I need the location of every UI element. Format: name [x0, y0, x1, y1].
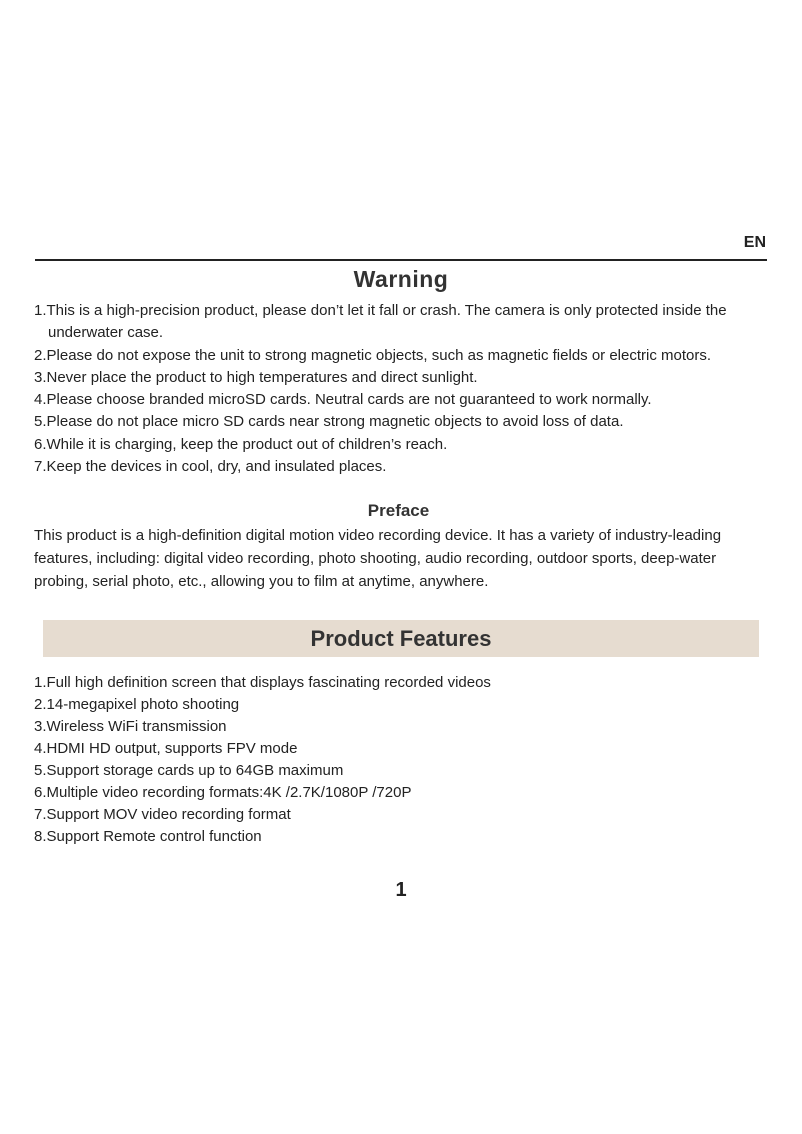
warning-item-5: 5.Please do not place micro SD cards near strong magnetic objects to avoid loss of data. [34, 413, 624, 431]
feature-item-4: 4.HDMI HD output, supports FPV mode [34, 740, 298, 757]
feature-item-5: 5.Support storage cards up to 64GB maximum [34, 762, 344, 779]
header-divider [35, 259, 767, 261]
page-number: 1 [395, 879, 407, 901]
feature-item-6: 6.Multiple video recording formats:4K /2.7K/1080P /720P [34, 784, 412, 801]
preface-paragraph: This product is a high-definition digital motion video recording device. It has a variety of industry-leading features, including: digital video recording, photo shooting, audio recording, outdoor sports, deep-water probing, serial photo, etc., allowing you to film at anytime, anywhere. [34, 527, 722, 590]
warning-item-2: 2.Please do not expose the unit to strong magnetic objects, such as magnetic fields or electric motors. [34, 346, 712, 364]
warning-item-7: 7.Keep the devices in cool, dry, and insulated places. [34, 458, 387, 476]
warning-list [34, 300, 769, 478]
feature-item-2: 2.14-megapixel photo shooting [34, 696, 240, 713]
feature-item-7: 7.Support MOV video recording format [34, 806, 291, 823]
warning-heading: Warning [353, 266, 449, 292]
feature-item-3: 3.Wireless WiFi transmission [34, 718, 227, 735]
feature-item-8: 8.Support Remote control function [34, 828, 262, 845]
warning-item-6: 6.While it is charging, keep the product out of children’s reach. [34, 435, 448, 453]
warning-item-4: 4.Please choose branded microSD cards. Neutral cards are not guaranteed to work normally. [34, 391, 652, 409]
preface-heading: Preface [367, 501, 430, 520]
product-features-banner: Product Features [43, 620, 759, 657]
warning-item-3: 3.Never place the product to high temperatures and direct sunlight. [34, 368, 478, 386]
warning-item-1: 1.This is a high-precision product, please don’t let it fall or crash. The camera is only protected inside the underwater case. [34, 302, 727, 342]
language-tag: EN [743, 234, 766, 251]
feature-item-1: 1.Full high definition screen that displays fascinating recorded videos [34, 674, 491, 691]
features-list [34, 672, 769, 848]
